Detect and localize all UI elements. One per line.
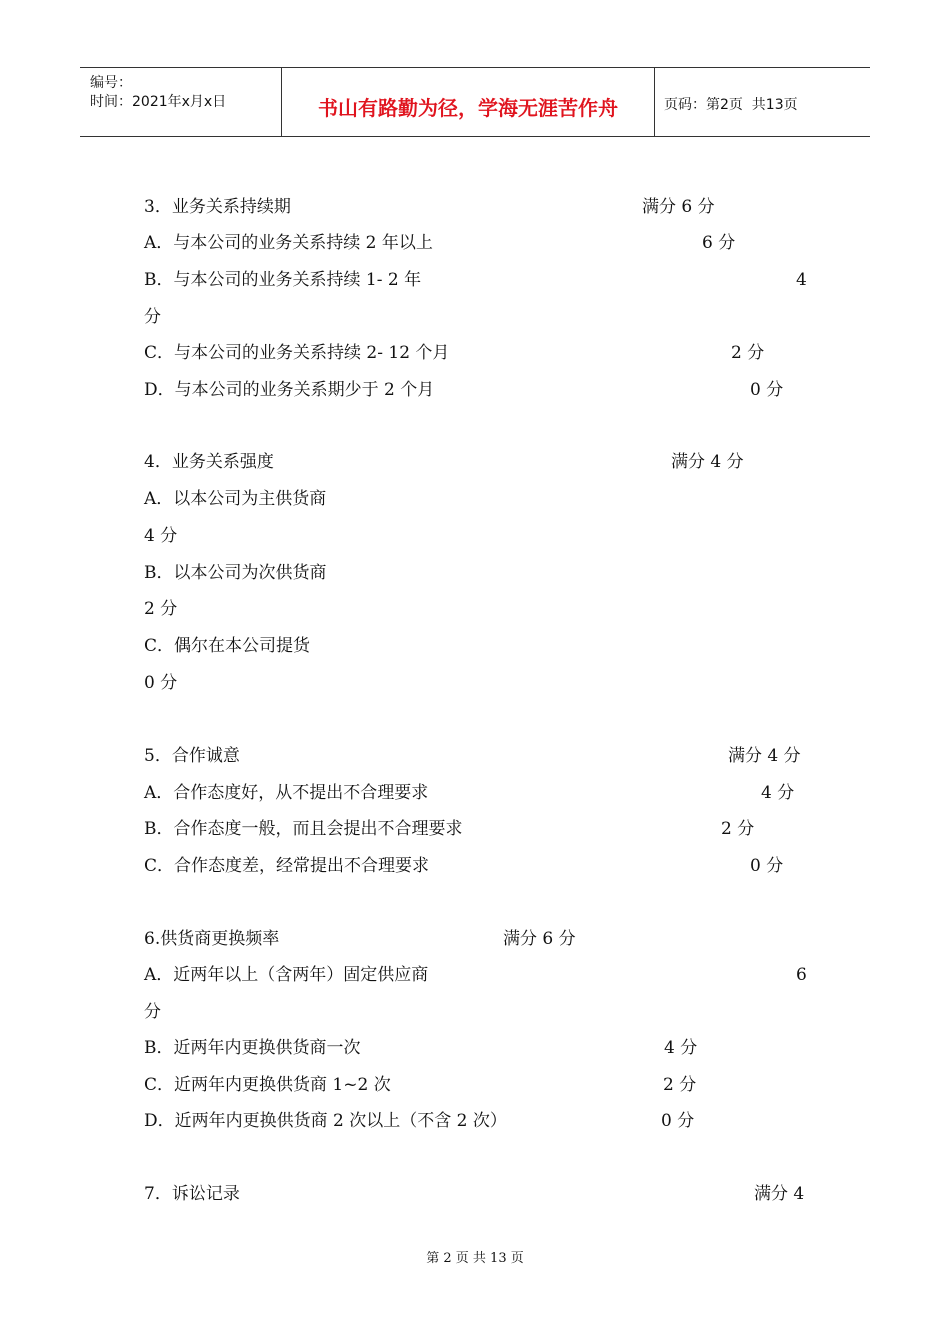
- option-score: 2 分: [663, 1075, 697, 1095]
- full-score: 满分 4 分: [671, 452, 744, 472]
- option-score: 2 分: [731, 343, 765, 363]
- option-score-wrap: 分: [144, 1002, 161, 1022]
- option-score: 6: [796, 965, 807, 985]
- option-score: 4: [796, 270, 807, 290]
- page-footer: 第 2 页 共 13 页: [426, 1251, 524, 1266]
- option-score: 4 分: [761, 783, 795, 803]
- page-info: 页码：第2页 共13页: [664, 97, 798, 113]
- option-score-wrap: 4 分: [144, 526, 178, 546]
- option-text: C．偶尔在本公司提货: [144, 636, 311, 656]
- option-score: 0 分: [750, 380, 784, 400]
- option-text: B．与本公司的业务关系持续 1- 2 年: [144, 270, 422, 290]
- option-text: B．以本公司为次供货商: [144, 563, 327, 583]
- section-title: 5．合作诚意: [144, 746, 240, 766]
- motto: 书山有路勤为径，学海无涯苦作舟: [318, 96, 618, 120]
- option-score-wrap: 2 分: [144, 599, 178, 619]
- option-score-wrap: 0 分: [144, 673, 178, 693]
- option-text: C．合作态度差，经常提出不合理要求: [144, 856, 430, 876]
- option-text: C．与本公司的业务关系持续 2- 12 个月: [144, 343, 450, 363]
- time-label: 时间：2021年x月x日: [90, 94, 227, 110]
- option-text: A．合作态度好，从不提出不合理要求: [144, 783, 429, 803]
- option-text: A．以本公司为主供货商: [144, 489, 327, 509]
- section-title: 3．业务关系持续期: [144, 197, 291, 217]
- full-score: 满分 4 分: [728, 746, 801, 766]
- option-text: B．合作态度一般，而且会提出不合理要求: [144, 819, 463, 839]
- header-meta-cell: [80, 68, 282, 136]
- section-title: 7．诉讼记录: [144, 1184, 240, 1204]
- section-title: 4．业务关系强度: [144, 452, 274, 472]
- header-motto-cell: [282, 68, 655, 136]
- option-text: C．近两年内更换供货商 1~2 次: [144, 1075, 391, 1095]
- full-score: 满分 6 分: [642, 197, 715, 217]
- option-text: A．近两年以上（含两年）固定供应商: [144, 965, 429, 985]
- option-text: D．近两年内更换供货商 2 次以上（不含 2 次）: [144, 1111, 507, 1131]
- option-score: 0 分: [750, 856, 784, 876]
- option-score: 0 分: [661, 1111, 695, 1131]
- section-title: 6.供货商更换频率: [144, 929, 280, 949]
- full-score: 满分 4: [754, 1184, 805, 1204]
- page-header: [80, 67, 870, 137]
- option-text: D．与本公司的业务关系期少于 2 个月: [144, 380, 435, 400]
- option-score: 4 分: [664, 1038, 698, 1058]
- option-score: 6 分: [702, 233, 736, 253]
- option-text: B．近两年内更换供货商一次: [144, 1038, 361, 1058]
- option-score-wrap: 分: [144, 307, 161, 327]
- option-text: A．与本公司的业务关系持续 2 年以上: [144, 233, 433, 253]
- number-label: 编号：: [90, 75, 132, 91]
- option-score: 2 分: [721, 819, 755, 839]
- full-score: 满分 6 分: [503, 929, 576, 949]
